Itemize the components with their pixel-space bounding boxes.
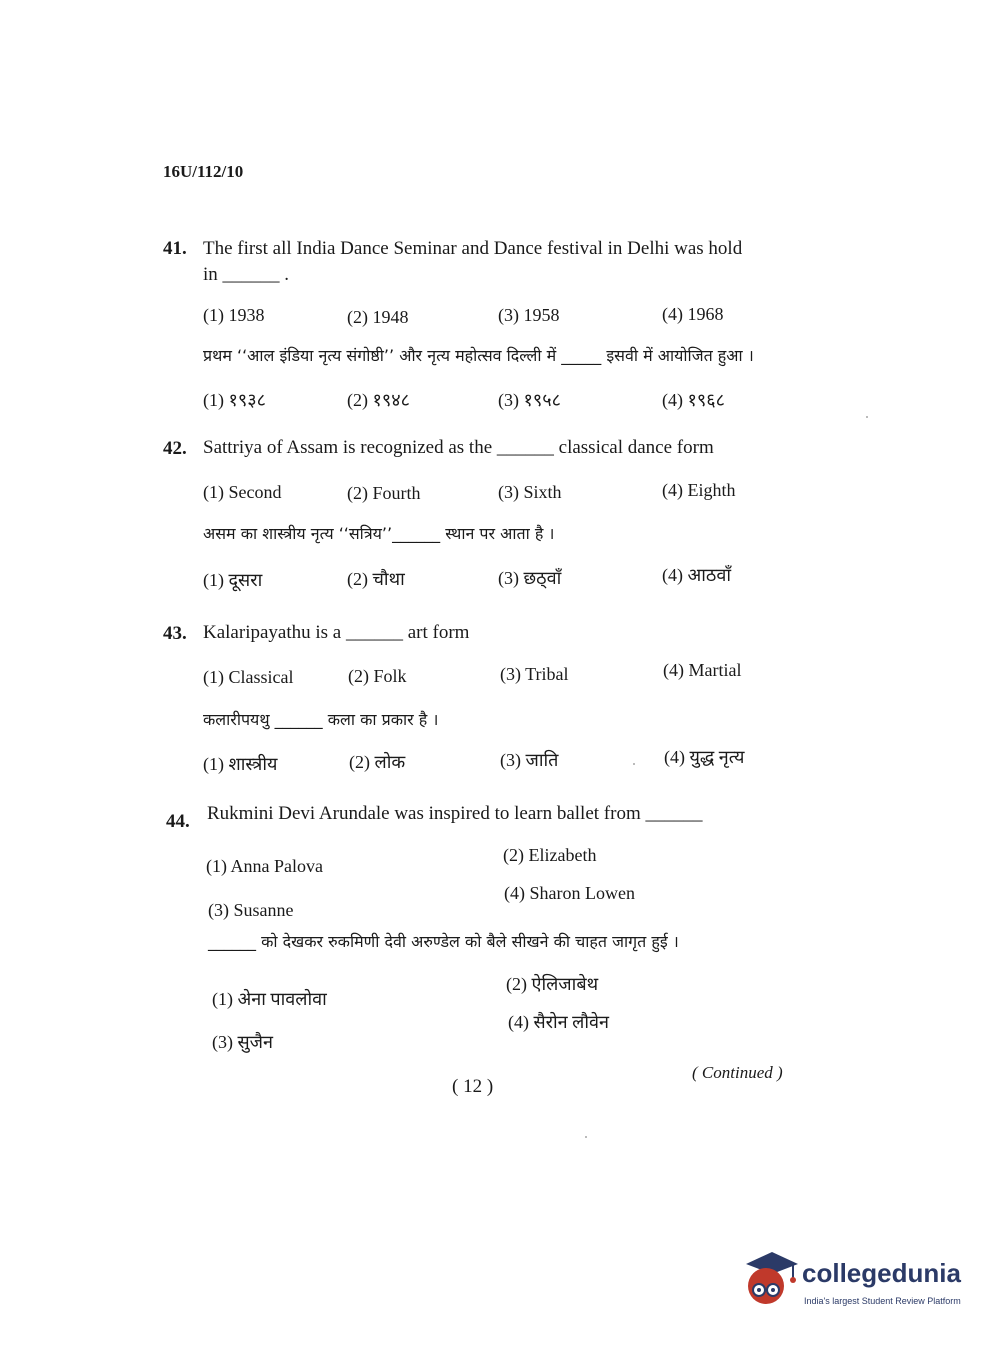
scan-speck: [633, 763, 635, 765]
question-44-number: 44.: [166, 811, 190, 832]
question-42-option-2: (2) Fourth: [347, 483, 421, 503]
question-44-option-3: (3) Susanne: [208, 900, 294, 920]
question-42-hindi-option-4: (4) आठवाँ: [662, 565, 732, 585]
question-43-hindi-text: कलारीपयथु ______ कला का प्रकार है ।: [203, 710, 439, 729]
question-42-option-1: (1) Second: [203, 482, 282, 502]
question-42-option-3: (3) Sixth: [498, 482, 562, 502]
logo-brand-name: collegedunia: [802, 1258, 961, 1288]
question-41-hindi-option-3: (3) १९५८: [498, 390, 561, 410]
page-number: ( 12 ): [452, 1076, 494, 1097]
question-41-number: 41.: [163, 238, 187, 259]
question-41-hindi-option-4: (4) १९६८: [662, 390, 725, 410]
logo-tagline: India's largest Student Review Platform: [804, 1296, 961, 1306]
question-43-number: 43.: [163, 623, 187, 644]
paper-code: 16U/112/10: [163, 162, 244, 181]
question-43-option-1: (1) Classical: [203, 667, 294, 687]
graduation-cap-mascot-icon: [742, 1250, 800, 1312]
question-43-option-4: (4) Martial: [663, 660, 742, 680]
question-43-hindi-option-3: (3) जाति: [500, 750, 559, 770]
question-41-hindi-option-2: (2) १९४८: [347, 390, 410, 410]
question-44-hindi-option-2: (2) ऐलिजाबेथ: [506, 974, 599, 994]
continued-label: ( Continued ): [692, 1063, 783, 1082]
question-42-text: Sattriya of Assam is recognized as the ______ classical dance form: [203, 437, 714, 458]
collegedunia-logo: [742, 1250, 972, 1320]
question-41-hindi-option-1: (1) १९३८: [203, 390, 266, 410]
question-41-hindi-text: प्रथम ‘‘आल इंडिया नृत्य संगोष्ठी’’ और नृत्य महोत्सव दिल्ली में _____ इसवी में आयोजित हुआ ।: [203, 346, 754, 365]
question-44-hindi-option-1: (1) अेना पावलोवा: [212, 989, 327, 1009]
question-41-option-2: (2) 1948: [347, 307, 409, 327]
question-41-option-4: (4) 1968: [662, 304, 724, 324]
question-42-option-4: (4) Eighth: [662, 480, 736, 500]
question-41-option-1: (1) 1938: [203, 305, 265, 325]
question-41-text-line2: in ______ .: [203, 264, 290, 285]
question-42-hindi-option-1: (1) दूसरा: [203, 570, 263, 590]
question-44-text: Rukmini Devi Arundale was inspired to learn ballet from ______: [207, 803, 703, 824]
question-43-hindi-option-4: (4) युद्ध नृत्य: [664, 747, 745, 767]
question-41-option-3: (3) 1958: [498, 305, 560, 325]
question-43-hindi-option-2: (2) लोक: [349, 752, 406, 772]
question-42-hindi-option-2: (2) चौथा: [347, 569, 405, 589]
question-44-hindi-option-3: (3) सुजैन: [212, 1032, 274, 1052]
question-44-option-4: (4) Sharon Lowen: [504, 883, 635, 903]
question-44-hindi-text: ______ को देखकर रुकमिणी देवी अरुण्डेल को बैले सीखने की चाहत जागृत हुई ।: [208, 932, 679, 951]
question-43-option-3: (3) Tribal: [500, 664, 569, 684]
question-44-option-2: (2) Elizabeth: [503, 845, 597, 865]
question-42-hindi-text: असम का शास्त्रीय नृत्य ‘‘सत्रिय’’______ स्थान पर आता है ।: [203, 524, 555, 543]
question-43-hindi-option-1: (1) शास्त्रीय: [203, 754, 278, 774]
scan-speck: [585, 1136, 587, 1138]
question-44-option-1: (1) Anna Palova: [206, 856, 323, 876]
question-44-hindi-option-4: (4) सैरोन लौवेन: [508, 1012, 610, 1032]
question-43-text: Kalaripayathu is a ______ art form: [203, 622, 470, 643]
question-42-hindi-option-3: (3) छठ्वाँ: [498, 568, 562, 588]
scan-speck: [866, 416, 868, 418]
question-42-number: 42.: [163, 438, 187, 459]
question-41-text-line1: The first all India Dance Seminar and Dance festival in Delhi was hold: [203, 238, 743, 259]
question-43-option-2: (2) Folk: [348, 666, 407, 686]
